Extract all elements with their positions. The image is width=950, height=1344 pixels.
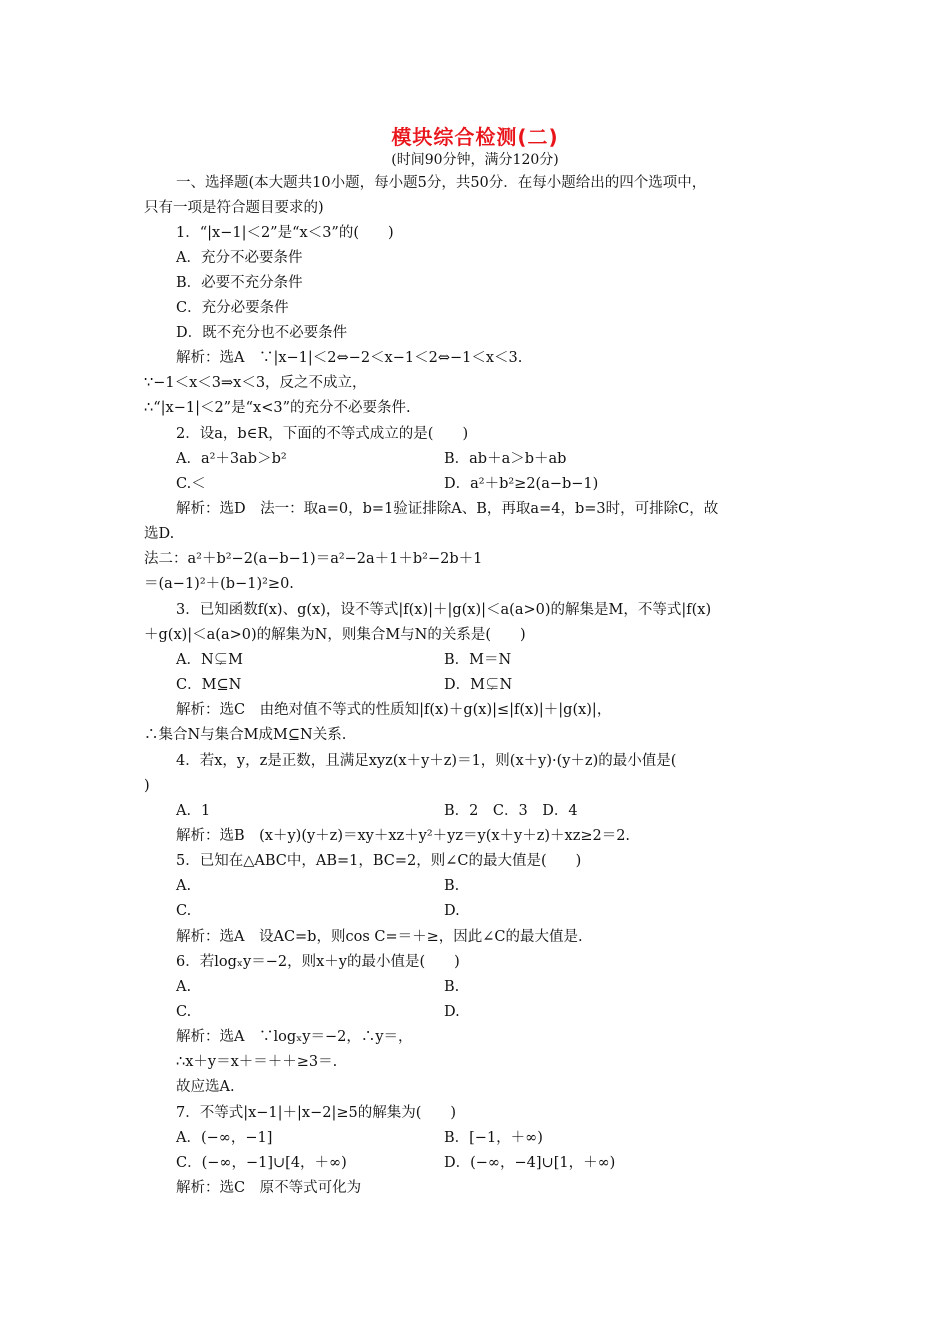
solution-line: 解析：选B (x＋y)(y＋z)＝xy＋xz＋y²＋yz＝y(x＋y＋z)＋xz≥2＝2.: [176, 828, 631, 844]
option-line: A．N⊊M: [176, 652, 244, 668]
option-line: D．(−∞，−4]∪[1，＋∞): [444, 1155, 616, 1171]
question-6: 6．若logₓy＝−2，则x＋y的最小值是( ): [176, 954, 460, 970]
option-line: A．1: [176, 803, 211, 819]
option-line: C．M⊆N: [176, 677, 242, 693]
option-line: B．2 C．3 D．4: [444, 803, 578, 819]
question-5: 5．已知在△ABC中，AB=1，BC=2，则∠C的最大值是( ): [176, 853, 582, 869]
solution-line: ∴集合N与集合M成M⊆N关系.: [144, 727, 347, 743]
solution-line: 故应选A.: [176, 1079, 235, 1095]
option-line: A.: [176, 878, 192, 894]
solution-line: ∵−1＜x＜3⇒x＜3，反之不成立，: [144, 375, 367, 391]
option-line: C．充分必要条件: [176, 300, 289, 316]
question-1: 1．“|x−1|＜2”是“x＜3”的( ): [176, 225, 394, 241]
option-line: B．ab＋a＞b＋ab: [444, 451, 567, 467]
solution-line: 选D.: [144, 526, 175, 542]
solution-line: 法二：a²＋b²−2(a−b−1)＝a²−2a＋1＋b²−2b＋1: [144, 551, 483, 567]
solution-line: 解析：选A ∵logₓy＝−2，∴y＝，: [176, 1029, 413, 1045]
solution-line: 解析：选D 法一：取a=0，b=1验证排除A、B，再取a=4，b=3时，可排除C，故: [176, 501, 719, 517]
question-3: 3．已知函数f(x)、g(x)，设不等式|f(x)|＋|g(x)|＜a(a>0)的解集是M，不等式|f(x): [176, 602, 712, 618]
option-line: C.＜: [176, 476, 206, 492]
section-intro-line-2: 只有一项是符合题目要求的): [144, 200, 324, 216]
option-line: D.: [444, 903, 460, 919]
solution-line: 解析：选C 原不等式可化为: [176, 1180, 362, 1196]
solution-line: 解析：选A 设AC=b，则cos C=＝＋≥，因此∠C的最大值是.: [176, 929, 583, 945]
page-subtitle: (时间90分钟，满分120分): [391, 152, 559, 168]
option-line: C.: [176, 903, 192, 919]
option-line: D．a²＋b²≥2(a−b−1): [444, 476, 599, 492]
question-2: 2．设a，b∈R，下面的不等式成立的是( ): [176, 426, 469, 442]
option-line: C.: [176, 1004, 192, 1020]
solution-line: 解析：选A ∵|x−1|＜2⇔−2＜x−1＜2⇔−1＜x＜3.: [176, 350, 523, 366]
option-line: A．充分不必要条件: [176, 250, 303, 266]
solution-line: ∴x＋y＝x＋＝＋＋≥3＝.: [176, 1054, 338, 1070]
question-4: 4．若x，y，z是正数，且满足xyz(x＋y＋z)＝1，则(x＋y)·(y＋z)的最小值是(: [176, 753, 677, 769]
option-line: D．M⊊N: [444, 677, 513, 693]
page-title: 模块综合检测(二): [391, 125, 559, 149]
option-line: D.: [444, 1004, 460, 1020]
question-4-cont: ): [144, 778, 150, 794]
option-line: C．(−∞，−1]∪[4，＋∞): [176, 1155, 347, 1171]
section-intro-line-1: 一、选择题(本大题共10小题，每小题5分，共50分．在每小题给出的四个选项中，: [176, 175, 707, 191]
option-line: A．(−∞，−1]: [176, 1130, 273, 1146]
option-line: D．既不充分也不必要条件: [176, 325, 348, 341]
option-line: B.: [444, 979, 460, 995]
solution-line: ＝(a−1)²＋(b−1)²≥0.: [144, 576, 294, 592]
option-line: B．M＝N: [444, 652, 512, 668]
option-line: A.: [176, 979, 192, 995]
option-line: A．a²＋3ab＞b²: [176, 451, 287, 467]
option-line: B．必要不充分条件: [176, 275, 303, 291]
question-7: 7．不等式|x−1|＋|x−2|≥5的解集为( ): [176, 1105, 457, 1121]
solution-line: ∴“|x−1|＜2”是“x<3”的充分不必要条件.: [144, 400, 411, 416]
option-line: B．[−1，＋∞): [444, 1130, 543, 1146]
option-line: B.: [444, 878, 460, 894]
question-3-cont: ＋g(x)|＜a(a>0)的解集为N，则集合M与N的关系是( ): [144, 627, 526, 643]
solution-line: 解析：选C 由绝对值不等式的性质知|f(x)＋g(x)|≤|f(x)|＋|g(x)|，: [176, 702, 612, 718]
